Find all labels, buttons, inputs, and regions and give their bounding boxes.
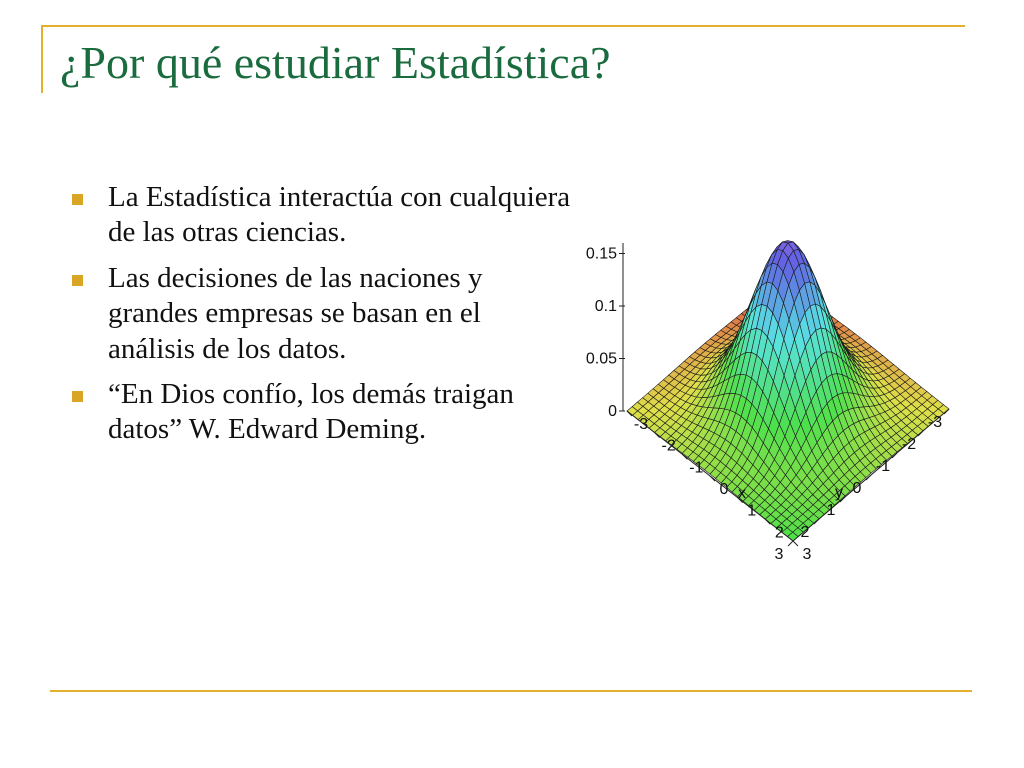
z-tick-label: 0.1 bbox=[594, 298, 617, 315]
y-tick-label: -1 bbox=[875, 458, 891, 475]
slide-title: ¿Por qué estudiar Estadística? bbox=[60, 37, 611, 88]
y-tick-label: -3 bbox=[927, 414, 943, 431]
z-tick-label: 0 bbox=[608, 403, 617, 420]
x-tick-label: 1 bbox=[747, 502, 757, 520]
z-tick-label: 0.05 bbox=[585, 350, 617, 368]
bullet-item-interaction bbox=[70, 180, 575, 251]
x-axis-title: x bbox=[738, 485, 746, 502]
x-tick-label: 2 bbox=[774, 524, 784, 542]
bullet-text: Las decisiones de las naciones y grandes empresas se basan en el análisis de los datos. bbox=[108, 261, 483, 365]
x-tick-label: -3 bbox=[633, 416, 649, 433]
bullet-text: “En Dios confío, los demás traigan datos” W. Edward Deming. bbox=[108, 377, 514, 446]
y-tick-label: 2 bbox=[800, 524, 810, 541]
x-tick-label: 0 bbox=[719, 481, 729, 498]
y-tick-label: 1 bbox=[826, 502, 836, 519]
y-axis-title: y bbox=[835, 484, 843, 501]
x-tick-label: -2 bbox=[661, 437, 676, 455]
surface-mesh bbox=[627, 241, 949, 541]
z-tick-label: 0.15 bbox=[585, 245, 617, 263]
square-bullet-icon bbox=[72, 275, 83, 286]
y-tick-label: -2 bbox=[901, 436, 917, 453]
bullet-item-quote bbox=[70, 377, 575, 448]
y-tick-label: 3 bbox=[774, 546, 784, 563]
bullet-item-decisions bbox=[70, 261, 575, 367]
gaussian-surface-plot bbox=[575, 225, 985, 580]
bullet-list bbox=[70, 180, 575, 458]
x-tick-label: -1 bbox=[689, 459, 704, 477]
y-tick-label: 0 bbox=[852, 480, 862, 497]
top-border-line bbox=[41, 25, 965, 27]
bullet-text: La Estadística interactúa con cualquiera de las otras ciencias. bbox=[108, 181, 571, 249]
left-border-line bbox=[41, 25, 43, 93]
x-axis-tick bbox=[793, 541, 798, 546]
x-tick-label: 3 bbox=[802, 546, 812, 563]
footer-divider-line bbox=[50, 690, 972, 692]
square-bullet-icon bbox=[72, 194, 83, 205]
y-axis-tick bbox=[788, 541, 793, 546]
square-bullet-icon bbox=[72, 391, 83, 402]
